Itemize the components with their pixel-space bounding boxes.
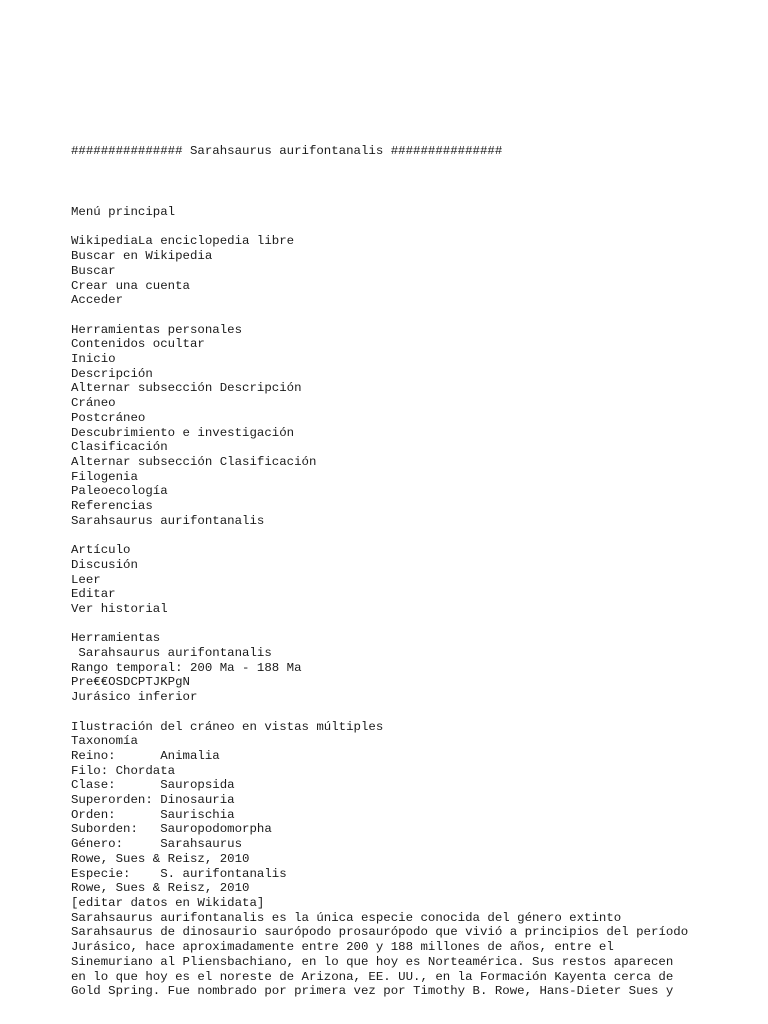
text-line: Sarahsaurus aurifontanalis [71, 513, 265, 528]
text-line: Contenidos ocultar [71, 337, 205, 352]
text-line: Buscar en Wikipedia [71, 249, 213, 264]
section-site-header [71, 234, 751, 308]
section-main-menu [71, 205, 751, 220]
text-line: Artículo [71, 543, 131, 558]
blank-line [71, 308, 751, 323]
text-line: en lo que hoy es el noreste de Arizona, EE. UU., en la Formación Kayenta cerca de [71, 969, 674, 984]
text-line: Jurásico inferior [71, 690, 198, 705]
text-line: Ver historial [71, 601, 168, 616]
text-line: [editar datos en Wikidata] [71, 895, 265, 910]
blank-line [71, 528, 751, 543]
text-line: Filogenia [71, 469, 138, 484]
text-line: Menú principal [71, 205, 176, 220]
text-line: Crear una cuenta [71, 278, 190, 293]
text-line: Discusión [71, 557, 138, 572]
text-line: Ilustración del cráneo en vistas múltiples [71, 719, 384, 734]
text-line: Sarahsaurus aurifontanalis es la única especie conocida del género extinto [71, 910, 622, 925]
blank-line [71, 220, 751, 235]
text-line: Rango temporal: 200 Ma - 188 Ma [71, 660, 302, 675]
document-sections [71, 205, 751, 999]
text-line: Acceder [71, 293, 124, 308]
document-text [71, 115, 751, 1014]
text-line: Descubrimiento e investigación [71, 425, 295, 440]
blank-line [71, 705, 751, 720]
text-line: Sarahsaurus de dinosaurio saurópodo prosaurópodo que vivió a principios del período [71, 925, 689, 940]
text-line: Suborden: Sauropodomorpha [71, 822, 272, 837]
section-page-actions [71, 543, 751, 617]
text-line: Jurásico, hace aproximadamente entre 200 y 188 millones de años, entre el [71, 940, 614, 955]
section-taxonomy-and-article [71, 720, 751, 999]
text-line: Herramientas personales [71, 322, 243, 337]
text-line: Orden: Saurischia [71, 807, 235, 822]
page-title: ############### Sarahsaurus aurifontanalis ############### [71, 144, 503, 159]
text-line: Filo: Chordata [71, 763, 176, 778]
text-line: Alternar subsección Clasificación [71, 454, 317, 469]
blank-line [71, 617, 751, 632]
text-line: Leer [71, 572, 101, 587]
text-line: Gold Spring. Fue nombrado por primera vez por Timothy B. Rowe, Hans-Dieter Sues y [71, 984, 674, 999]
text-line: Especie: S. aurifontanalis [71, 866, 287, 881]
text-line: Buscar [71, 263, 116, 278]
text-line: Rowe, Sues & Reisz, 2010 [71, 881, 250, 896]
text-line: Superorden: Dinosauria [71, 793, 235, 808]
text-line: Editar [71, 587, 116, 602]
text-line: Sarahsaurus aurifontanalis [71, 646, 272, 661]
text-line: Clase: Sauropsida [71, 778, 235, 793]
text-line: Paleoecología [71, 484, 168, 499]
text-line: Descripción [71, 366, 153, 381]
text-line: Referencias [71, 499, 153, 514]
text-line: Género: Sarahsaurus [71, 837, 243, 852]
text-line: Clasificación [71, 440, 168, 455]
text-line: Postcráneo [71, 410, 146, 425]
text-line: Pre€€OSDCPTJKPgN [71, 675, 190, 690]
text-line: Herramientas [71, 631, 161, 646]
text-line: Cráneo [71, 396, 116, 411]
text-line: Alternar subsección Descripción [71, 381, 302, 396]
text-line: Taxonomía [71, 734, 138, 749]
section-personal-tools [71, 323, 751, 529]
text-line: Reino: Animalia [71, 748, 220, 763]
text-line: Sinemuriano al Pliensbachiano, en lo que hoy es Norteamérica. Sus restos aparecen [71, 954, 674, 969]
text-line: Rowe, Sues & Reisz, 2010 [71, 851, 250, 866]
section-tools-infobox-top [71, 631, 751, 705]
text-line: WikipediaLa enciclopedia libre [71, 234, 295, 249]
text-line: Inicio [71, 352, 116, 367]
